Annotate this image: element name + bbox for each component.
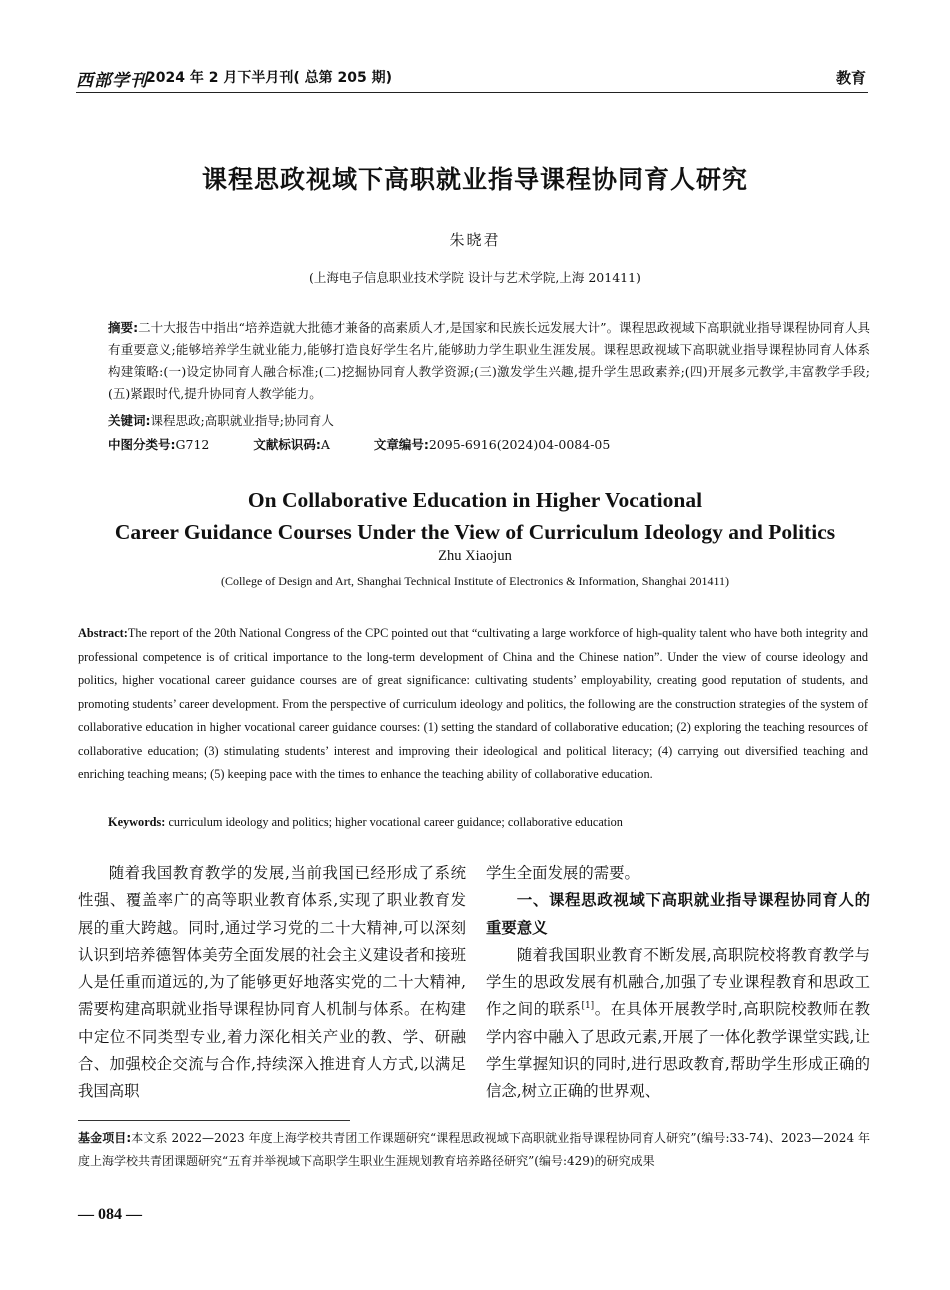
abstract-chinese xyxy=(108,317,870,405)
abstract-text: 二十大报告中指出“培养造就大批德才兼备的高素质人才,是国家和民族长远发展大计”。课程思政视域下高职就业指导课程协同育人具有重要意义;能够培养学生就业能力,能够打造良好学生名片,能够助力学生职业生涯发展。课程思政视域下高职就业指导课程协同育人体系构建策略:(一)设定协同育人融合标准;(二)挖掘协同育人教学资源;(三)激发学生兴趣,提升学生思政素养;(四)开展多元教学,丰富教学手段;(五)紧跟时代,提升协同育人教学能力。 xyxy=(108,320,870,401)
running-header xyxy=(76,64,868,93)
article-number-label: 文章编号: xyxy=(373,437,429,452)
affiliation-chinese: (上海电子信息职业技术学院 设计与艺术学院,上海 201411) xyxy=(309,270,641,285)
keywords-chinese xyxy=(108,411,334,429)
author-english: Zhu Xiaojun xyxy=(438,548,512,564)
keywords-english-label: Keywords: xyxy=(108,815,166,829)
footnote-label: 基金项目: xyxy=(78,1131,132,1145)
keywords-english-text: curriculum ideology and politics; higher vocational career guidance; collaborative education xyxy=(168,815,623,829)
reference-marker[interactable]: [1] xyxy=(581,1001,595,1012)
body-paragraph: 随着我国职业教育不断发展,高职院校将教育教学与学生的思政发展有机融合,加强了专业课程教育和思政工作之间的联系[1]。在具体开展教学时,高职院校教师在教学内容中融入了思政元素,开展了一体化教学课堂实践,让学生掌握知识的同时,进行思政教育,帮助学生形成正确的信念,树立正确的世界观、 xyxy=(486,945,870,1101)
doc-code-value: A xyxy=(320,437,330,452)
keywords-english xyxy=(108,815,623,830)
title-english-line1: On Collaborative Education in Higher Vocational xyxy=(247,488,703,512)
clc-value: G712 xyxy=(175,437,210,452)
classification-line xyxy=(108,435,650,453)
article-number-value: 2095-6916(2024)04-0084-05 xyxy=(428,437,611,452)
affiliation-english: (College of Design and Art, Shanghai Technical Institute of Electronics & Information, Shanghai 201411) xyxy=(220,574,730,588)
footnote xyxy=(78,1127,870,1173)
body-paragraph: 随着我国教育教学的发展,当前我国已经形成了系统性强、覆盖率广的高等职业教育体系,实现了职业教育发展的重大跨越。同时,通过学习党的二十大精神,可以深刻认识到培养德智体美劳全面发展的社会主义建设者和接班人是任重而道远的,为了能够更好地落实党的二十大精神,需要构建高职就业指导课程协同育人机制与体系。在构建中定位不同类型专业,着力深化相关产业的教、学、研融合、加强校企交流与合作,持续深入推进育人方式,以满足我国高职 xyxy=(78,864,466,1101)
keywords-text: 课程思政;高职就业指导;协同育人 xyxy=(150,413,334,428)
author-chinese: 朱晓君 xyxy=(449,231,501,249)
body-column-left xyxy=(78,860,466,1106)
footnote-text: 本文系 2022—2023 年度上海学校共青团工作课题研究“课程思政视域下高职就业指导课程协同育人研究”(编号:33-74)、2023—2024 年度上海学校共青团课题研究“五育并举视域下高职学生职业生涯规划教育培养路径研究”(编号:429)的研究成果 xyxy=(78,1131,870,1168)
footnote-rule xyxy=(78,1120,350,1121)
abstract-english-label: Abstract: xyxy=(78,626,128,640)
journal-issue: 2024 年 2 月下半月刊( 总第 205 期) xyxy=(146,70,392,86)
section-name: 教育 xyxy=(835,69,866,87)
title-chinese: 课程思政视域下高职就业指导课程协同育人研究 xyxy=(201,165,748,194)
clc-label: 中图分类号: xyxy=(108,437,176,452)
title-english-line2: Career Guidance Courses Under the View of Curriculum Ideology and Politics xyxy=(114,520,836,544)
page-number: — 084 — xyxy=(78,1206,142,1223)
abstract-english xyxy=(78,622,868,787)
keywords-label: 关键词: xyxy=(108,413,151,428)
doc-code-label: 文献标识码: xyxy=(253,437,321,452)
body-paragraph-continued: 学生全面发展的需要。 xyxy=(486,864,640,882)
journal-logo: 西部学刊 xyxy=(76,71,148,91)
body-column-right xyxy=(486,860,870,1106)
section-heading: 一、课程思政视域下高职就业指导课程协同育人的重要意义 xyxy=(486,891,870,937)
title-english xyxy=(0,484,950,548)
abstract-label: 摘要: xyxy=(108,320,139,335)
abstract-english-text: The report of the 20th National Congress of the CPC pointed out that “cultivating a large workforce of high-quality talent who have both integrity and professional competence is of critical importance to the long-term development of China and the Chinese nation”. Under the view of course ideology and politics, higher vocational career guidance courses are of great significance: cultivating students’ employability, creating good reputation of students, and promoting students’ career development. From the perspective of curriculum ideology and politics, the following are the construction strategies of the system of collaborative education in higher vocational career guidance courses: (1) setting the standard of collaborative education; (2) exploring the teaching resources of collaborative education; (3) stimulating students’ interest and improving their ideological and political literacy; (4) carrying out diversified teaching and enriching teaching means; (5) keeping pace with the times to enhance the teaching ability of collaborative education. xyxy=(78,626,868,781)
